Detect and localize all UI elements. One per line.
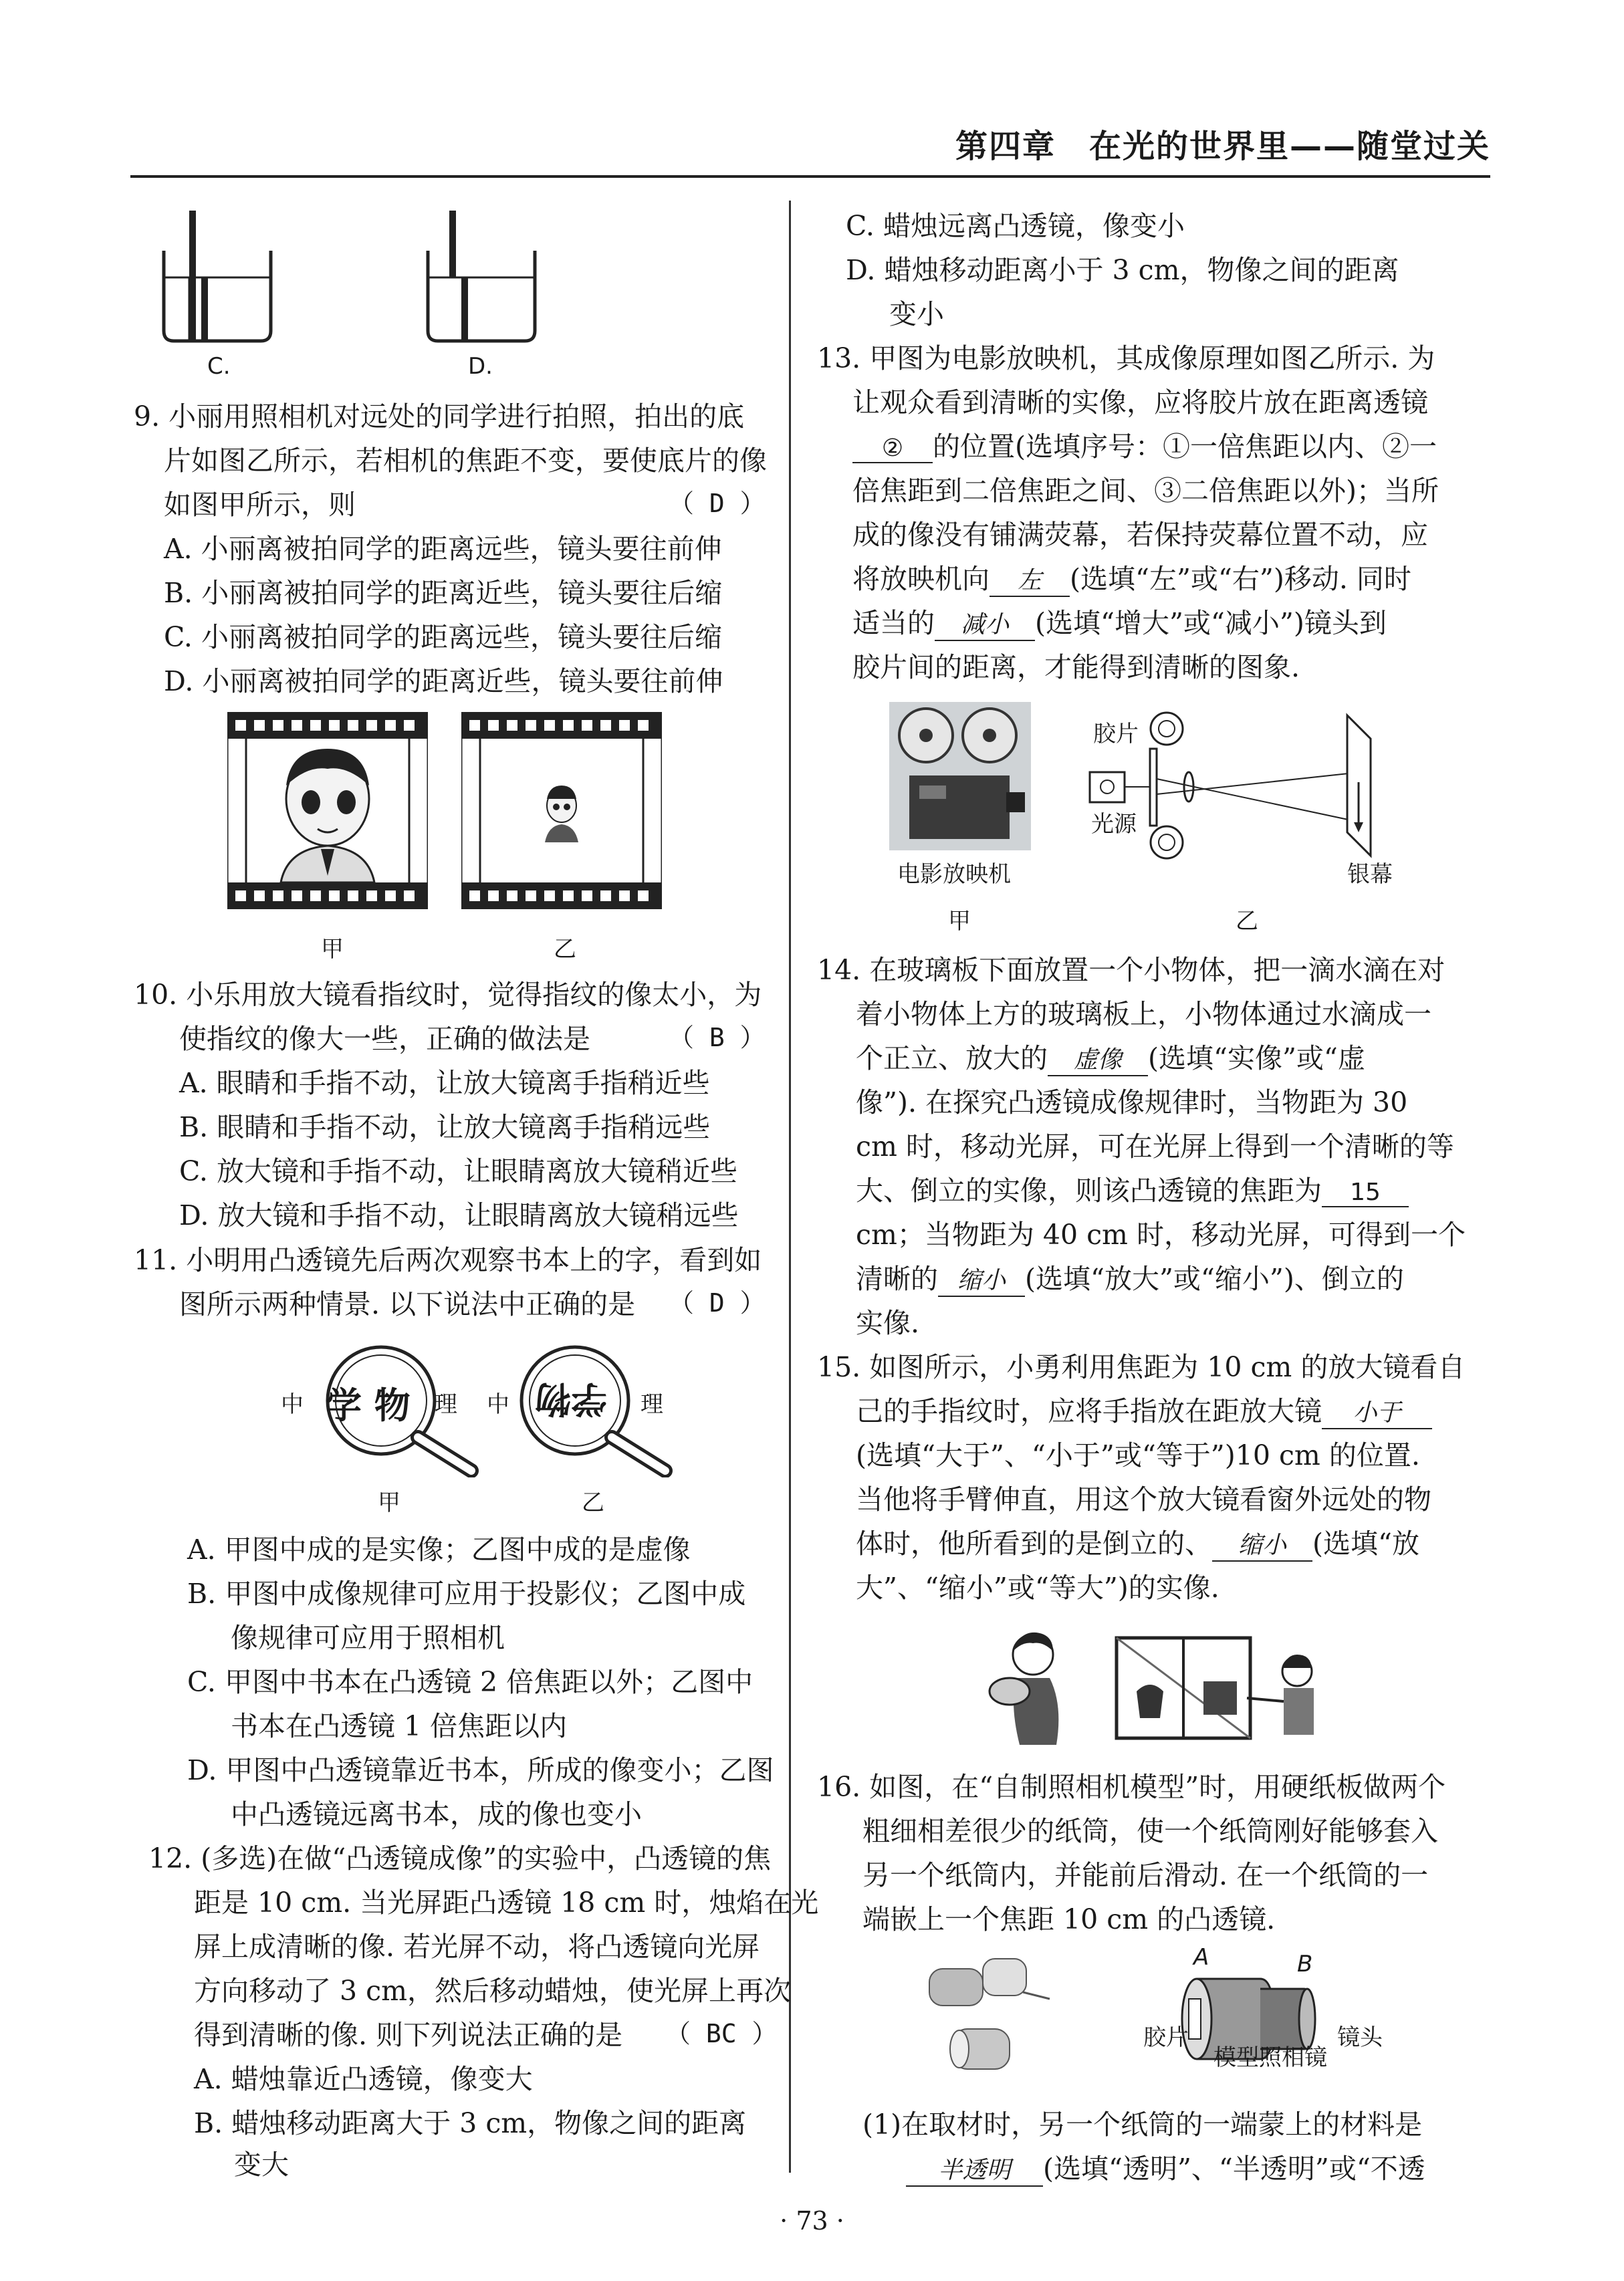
q16-part1-line2-end: (选填“透明”、“半透明”或“不透 <box>1043 2153 1425 2185</box>
q16-model-camera-label: 模型照相镜 <box>1213 2044 1327 2071</box>
q13-line2: 让观众看到清晰的实像，应将胶片放在距离透镜 <box>852 386 1428 418</box>
q13-line3-text: 的位置(选填序号：①一倍焦距以内、②一 <box>933 431 1437 463</box>
fig-c-label: C. <box>207 353 231 380</box>
movie-projector-photo <box>889 702 1031 850</box>
q14-line4: 像”). 在探究凸透镜成像规律时，当物距为 30 <box>856 1086 1408 1118</box>
q10-option-b: B. 眼睛和手指不动，让放大镜离手指稍远些 <box>179 1111 711 1143</box>
q14-blank-3: 缩小 <box>938 1262 1025 1297</box>
q16-part1-line1: (1)在取材时，另一个纸筒的一端蒙上的材料是 <box>862 2109 1423 2141</box>
q13-light-source-label: 光源 <box>1091 811 1137 838</box>
q10-option-d: D. 放大镜和手指不动，让眼睛离放大镜稍远些 <box>179 1199 739 1231</box>
q14-line3-start: 个正立、放大的 <box>856 1042 1048 1074</box>
q11-fig-lens-text-1: 学 物 <box>326 1384 411 1427</box>
q15-blank-1: 小于 <box>1322 1394 1432 1429</box>
q11-line2: 图所示两种情景. 以下说法中正确的是 <box>179 1288 636 1320</box>
q13-line6 <box>852 557 1411 597</box>
q15-line6: 大”、“缩小”或“等大”)的实像. <box>856 1572 1220 1604</box>
q12-line1: 12. (多选)在做“凸透镜成像”的实验中，凸透镜的焦 <box>148 1842 772 1875</box>
q13-fig-caption-yi: 乙 <box>1236 908 1258 935</box>
beaker-figure-d <box>421 211 542 344</box>
q9-option-b: B. 小丽离被拍同学的距离近些，镜头要往后缩 <box>164 577 723 609</box>
q10-option-c: C. 放大镜和手指不动，让眼睛离放大镜稍近些 <box>179 1155 737 1187</box>
q14-line8 <box>856 1257 1404 1297</box>
boy-magnifier-illustration <box>983 1618 1330 1752</box>
q15-line3: (选填“大于”、“小于”或“等于”)10 cm 的位置. <box>856 1439 1420 1471</box>
q16-lens-label: 镜头 <box>1337 2024 1383 2051</box>
q9-option-d: D. 小丽离被拍同学的距离近些，镜头要往前伸 <box>164 665 723 697</box>
q12-answer: （ BC ） <box>665 2019 778 2048</box>
q13-line7-end: (选填“增大”或“减小”)镜头到 <box>1035 607 1387 639</box>
q12-option-b-line2: 变大 <box>234 2149 289 2181</box>
q12-option-d-line1: D. 蜡烛移动距离小于 3 cm，物像之间的距离 <box>846 254 1399 286</box>
q14-line1: 14. 在玻璃板下面放置一个小物体，把一滴水滴在对 <box>817 954 1445 986</box>
film-frame-large-boy <box>227 712 428 909</box>
q11-option-b-line2: 像规律可应用于照相机 <box>231 1622 505 1654</box>
q13-line1: 13. 甲图为电影放映机，其成像原理如图乙所示. 为 <box>817 342 1435 374</box>
q15-line5 <box>856 1522 1419 1562</box>
q13-blank-2: 左 <box>990 562 1070 597</box>
q13-line3 <box>852 425 1437 464</box>
q14-line7: cm；当物距为 40 cm 时，移动光屏，可得到一个 <box>856 1219 1466 1251</box>
q9-option-c: C. 小丽离被拍同学的距离远些，镜头要往后缩 <box>164 621 722 653</box>
q9-fig-caption-jia: 甲 <box>321 936 344 963</box>
q11-fig-right-char-2: 理 <box>641 1391 663 1418</box>
q11-line1: 11. 小明用凸透镜先后两次观察书本上的字，看到如 <box>134 1244 762 1276</box>
q13-blank-1: ② <box>852 435 933 463</box>
q15-blank-2: 缩小 <box>1212 1526 1312 1562</box>
q13-line6-end: (选填“左”或“右”)移动. 同时 <box>1070 563 1411 595</box>
q13-screen-label: 银幕 <box>1347 861 1393 888</box>
q10-answer: （ B ） <box>669 1023 766 1052</box>
q13-fig-caption-jia: 甲 <box>948 908 971 935</box>
q16-label-a: A <box>1193 1944 1209 1971</box>
q13-line7-start: 适当的 <box>852 607 935 639</box>
q9-fig-caption-yi: 乙 <box>554 936 576 963</box>
q13-film-label: 胶片 <box>1093 721 1139 747</box>
q11-option-c-line2: 书本在凸透镜 1 倍焦距以内 <box>231 1710 568 1742</box>
q15-line2 <box>856 1389 1432 1429</box>
q13-blank-3: 减小 <box>935 606 1035 641</box>
q9-option-a: A. 小丽离被拍同学的距离远些，镜头要往前伸 <box>164 533 722 565</box>
q16-film-label: 胶片 <box>1143 2024 1189 2051</box>
q16-line2: 粗细相差很少的纸筒，使一个纸筒刚好能够套入 <box>862 1815 1438 1847</box>
q14-line2: 着小物体上方的玻璃板上，小物体通过水滴成一 <box>856 998 1431 1030</box>
q14-line8-end: (选填“放大”或“缩小”)、倒立的 <box>1025 1263 1404 1295</box>
q11-fig-left-char-1: 中 <box>281 1391 304 1418</box>
film-frame-small-boy <box>461 712 662 909</box>
q10-option-a: A. 眼睛和手指不动，让放大镜离手指稍近些 <box>179 1067 710 1099</box>
page-number: · 73 · <box>780 2206 844 2236</box>
q14-line9: 实像. <box>856 1307 920 1339</box>
q15-line1: 15. 如图所示，小勇利用焦距为 10 cm 的放大镜看自 <box>817 1351 1466 1383</box>
q16-line3: 另一个纸筒内，并能前后滑动. 在一个纸筒的一 <box>862 1859 1429 1891</box>
q16-line4: 端嵌上一个焦距 10 cm 的凸透镜. <box>862 1903 1276 1935</box>
q16-part1-line2 <box>906 2147 1425 2187</box>
q15-line5-start: 体时，他所看到的是倒立的、 <box>856 1528 1212 1560</box>
q16-line1: 16. 如图，在“自制照相机模型”时，用硬纸板做两个 <box>817 1771 1446 1803</box>
q9-line3: 如图甲所示，则 <box>164 489 356 521</box>
page-header <box>130 114 1490 178</box>
q11-fig-right-char-1: 理 <box>435 1391 457 1418</box>
q14-line5: cm 时，移动光屏，可在光屏上得到一个清晰的等 <box>856 1130 1454 1163</box>
q15-line5-end: (选填“放 <box>1312 1528 1419 1560</box>
q14-line6 <box>856 1169 1409 1208</box>
q12-line5: 得到清晰的像. 则下列说法正确的是 <box>194 2019 623 2051</box>
q9-answer: （ D ） <box>669 489 766 518</box>
q9-line1: 9. 小丽用照相机对远处的同学进行拍照，拍出的底 <box>134 400 745 433</box>
q14-line3 <box>856 1036 1365 1076</box>
q12-option-a: A. 蜡烛靠近凸透镜，像变大 <box>194 2063 533 2095</box>
q15-line2-start: 己的手指纹时，应将手指放在距放大镜 <box>856 1395 1322 1427</box>
q12-option-d-line2: 变小 <box>889 298 944 330</box>
q10-line1: 10. 小乐用放大镜看指纹时，觉得指纹的像太小，为 <box>134 979 762 1011</box>
q14-line6-start: 大、倒立的实像，则该凸透镜的焦距为 <box>856 1175 1322 1207</box>
chapter-title: 第四章 在光的世界里——随堂过关 <box>955 128 1490 165</box>
q12-option-b-line1: B. 蜡烛移动距离大于 3 cm，物像之间的距离 <box>194 2107 747 2139</box>
q11-fig-caption-jia: 甲 <box>378 1489 400 1516</box>
q12-line4: 方向移动了 3 cm，然后移动蜡烛，使光屏上再次 <box>194 1975 791 2007</box>
q14-blank-1: 虚像 <box>1048 1041 1148 1076</box>
q11-option-d-line1: D. 甲图中凸透镜靠近书本，所成的像变小；乙图 <box>187 1754 774 1786</box>
q11-fig-lens-text-2: 学物 <box>535 1378 607 1421</box>
q11-answer: （ D ） <box>669 1288 766 1318</box>
q12-line2: 距是 10 cm. 当光屏距凸透镜 18 cm 时，烛焰在光 <box>194 1887 819 1919</box>
q11-fig-left-char-2: 中 <box>487 1391 509 1418</box>
q11-fig-caption-yi: 乙 <box>582 1489 604 1516</box>
q14-blank-2: 15 <box>1322 1179 1409 1207</box>
q10-line2: 使指纹的像大一些，正确的做法是 <box>179 1023 590 1055</box>
q13-line4: 倍焦距到二倍焦距之间、③二倍焦距以外)；当所 <box>852 475 1439 507</box>
q16-blank-1: 半透明 <box>906 2151 1043 2187</box>
q12-line3: 屏上成清晰的像. 若光屏不动，将凸透镜向光屏 <box>194 1931 760 1963</box>
q13-line8: 胶片间的距离，才能得到清晰的图象. <box>852 651 1300 683</box>
q11-option-b-line1: B. 甲图中成像规律可应用于投影仪；乙图中成 <box>187 1578 746 1610</box>
q11-option-c-line1: C. 甲图中书本在凸透镜 2 倍焦距以外；乙图中 <box>187 1666 753 1698</box>
q16-label-b: B <box>1297 1951 1313 1977</box>
q14-line8-start: 清晰的 <box>856 1263 938 1295</box>
q9-line2: 片如图乙所示，若相机的焦距不变，要使底片的像 <box>164 445 767 477</box>
beaker-figure-c <box>157 211 277 344</box>
q11-option-d-line2: 中凸透镜远离书本，成的像也变小 <box>231 1798 642 1830</box>
q12-option-c: C. 蜡烛远离凸透镜，像变小 <box>846 210 1185 242</box>
fig-d-label: D. <box>468 353 493 380</box>
q11-option-a: A. 甲图中成的是实像；乙图中成的是虚像 <box>187 1534 691 1566</box>
paper-tubes-illustration <box>923 1952 1056 2086</box>
q13-projector-label: 电影放映机 <box>897 861 1011 888</box>
q13-line7 <box>852 601 1387 641</box>
q15-line4: 当他将手臂伸直，用这个放大镜看窗外远处的物 <box>856 1483 1431 1516</box>
q13-line6-start: 将放映机向 <box>852 563 990 595</box>
column-divider <box>789 201 791 2173</box>
q13-line5: 成的像没有铺满荧幕，若保持荧幕位置不动，应 <box>852 519 1428 551</box>
q14-line3-end: (选填“实像”或“虚 <box>1148 1042 1365 1074</box>
